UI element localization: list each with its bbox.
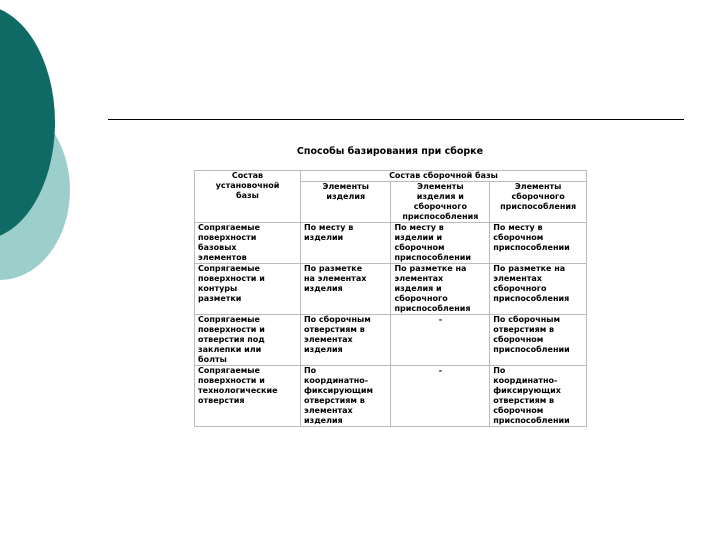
table-cell: По сборочным отверстиям в сборочном приспособлении [490,315,587,366]
table-cell: По сборочным отверстиям в элементах изделия [300,315,391,366]
table-row [195,366,587,427]
table-cell: - [391,315,490,366]
table-row [195,315,587,366]
table-header-row [195,171,587,182]
table-cell: По разметке на элементах изделия [300,264,391,315]
table-cell: Сопрягаемые поверхности базовых элементов [195,223,301,264]
horizontal-rule [108,119,684,120]
table-cell: По месту в сборочном приспособлении [490,223,587,264]
table-cell: По месту в изделии и сборочном приспособлении [391,223,490,264]
header-product-elements: Элементы изделия [300,182,391,223]
table-cell: По месту в изделии [300,223,391,264]
table-row [195,264,587,315]
document-title: Способы базирования при сборке [296,146,484,157]
header-assembly-base-group: Состав сборочной базы [300,171,586,182]
table-cell: По координатно- фиксирующих отверстиям в сборочном приспособлении [490,366,587,427]
table-cell: Сопрягаемые поверхности и технологические отверстия [195,366,301,427]
header-fixture-elements: Элементы сборочного приспособления [490,182,587,223]
table-cell: - [391,366,490,427]
basing-methods-table [194,170,587,427]
header-product-and-fixture-elements: Элементы изделия и сборочного приспособления [391,182,490,223]
header-installation-base: Состав установочной базы [195,171,301,223]
table-cell: По разметке на элементах изделия и сборочного приспособления [391,264,490,315]
table-cell: Сопрягаемые поверхности и отверстия под заклепки или болты [195,315,301,366]
table-cell: По координатно- фиксирующим отверстиям в элементах изделия [300,366,391,427]
table-cell: По разметке на элементах сборочного приспособления [490,264,587,315]
table-row [195,223,587,264]
table-cell: Сопрягаемые поверхности и контуры разметки [195,264,301,315]
